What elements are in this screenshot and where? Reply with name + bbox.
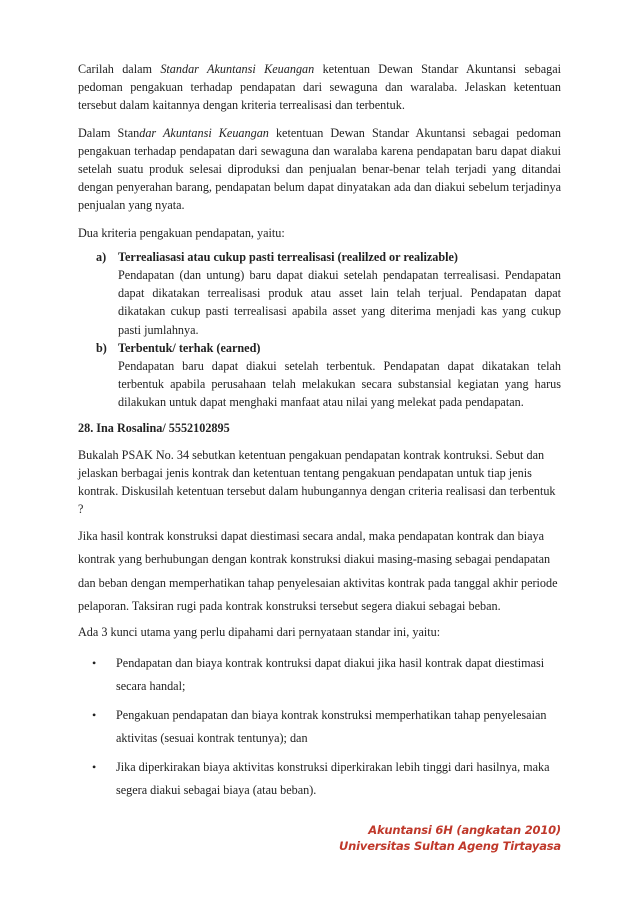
criteria-list: [96, 248, 561, 412]
list-item-text: Jika diperkirakan biaya aktivitas konstruksi diperkirakan lebih tinggi dari hasilnya, maka segera diakui sebagai biaya (atau beban).: [116, 759, 550, 798]
list-item: [92, 652, 561, 699]
bullet-icon: •: [92, 655, 97, 670]
list-item-text: Pengakuan pendapatan dan biaya kontrak konstruksi memperhatikan tahap penyelesaian aktivitas (sesuai kontrak tentunya); dan: [116, 707, 547, 746]
list-item-text: Pendapatan dan biaya kontrak kontruksi dapat diakui jika hasil kontrak dapat diestimasi secara handal;: [116, 655, 545, 694]
criteria-text: Pendapatan baru dapat diakui setelah terbentuk. Pendapatan dapat dikatakan telah terbentuk apabila perusahaan telah melakukan secara substansial kegiatan yang harus dilakukan untuk dapat menghaki manfaat atau nilai yang melekat pada pendapatan.: [118, 359, 561, 410]
section-heading: 28. Ina Rosalina/ 5552102895: [78, 420, 230, 435]
criteria-item: [96, 248, 561, 339]
list-item: [92, 704, 561, 751]
criteria-title: Terrealiasasi atau cukup pasti terrealisasi (realilzed or realizable): [118, 249, 458, 264]
criteria-item: [96, 339, 561, 412]
criteria-intro: Dua kriteria pengakuan pendapatan, yaitu:: [78, 225, 285, 240]
keys-list: [78, 652, 561, 803]
footer-course: Akuntansi 6H (angkatan 2010): [368, 823, 561, 837]
bullet-icon: •: [92, 707, 97, 722]
section-question: Bukalah PSAK No. 34 sebutkan ketentuan pengakuan pendapatan kontrak kontruksi. Sebut dan jelaskan berbagai jenis kontrak dan ketentuan tentang pengakuan pendapatan untuk tiap jenis kontrak. Diskusilah ketentuan tersebut dalam hubungannya dengan criteria realisasi dan terbentuk ?: [78, 447, 556, 517]
bullet-icon: •: [92, 759, 97, 774]
footer-university: Universitas Sultan Ageng Tirtayasa: [339, 839, 561, 853]
section-answer: Jika hasil kontrak konstruksi dapat diestimasi secara andal, maka pendapatan kontrak dan biaya kontrak yang berhubungan dengan kontrak konstruksi diakui masing-masing sebagai pendapatan dan beban dengan memperhatikan tahap penyelesaian aktivitas kontrak pada tanggal akhir periode pelaporan. Taksiran rugi pada kontrak konstruksi tersebut segera diakui sebagai beban.: [78, 528, 558, 614]
intro-answer: Dalam Standar Akuntansi Keuangan ketentuan Dewan Standar Akuntansi sebagai pedoman pengakuan terhadap pendapatan dari sewaguna dan waralaba karena pendapatan baru dapat diakui setelah suatu produk selesai diproduksi dan penjualan benar-benar telah terjadi yang ditandai dengan penyerahan barang, pendapatan belum dapat dinyatakan ada dan diakui sebelum terjadinya penjualan yang nyata.: [78, 125, 561, 213]
emphasis-standard: Standar Akuntansi Keuangan: [160, 62, 315, 76]
document-body: [78, 60, 561, 808]
page-footer: [339, 822, 561, 854]
criteria-letter: a): [96, 249, 107, 264]
intro-question: Carilah dalam Standar Akuntansi Keuangan ketentuan Dewan Standar Akuntansi sebagai pedoman pengakuan terhadap pendapatan dari sewaguna dan waralaba. Jelaskan ketentuan tersebut dalam kaitannya dengan kriteria terrealisasi dan terbentuk.: [78, 62, 562, 113]
criteria-title: Terbentuk/ terhak (earned): [118, 340, 261, 355]
emphasis-standard-2: dar Akuntansi Keuangan: [139, 125, 269, 140]
criteria-letter: b): [96, 340, 107, 355]
keys-intro: Ada 3 kunci utama yang perlu dipahami dari pernyataan standar ini, yaitu:: [78, 624, 441, 639]
criteria-text: Pendapatan (dan untung) baru dapat diakui setelah pendapatan terrealisasi. Pendapatan dapat dikatakan terrealisasi produk atau asset lain telah terjual. Pendapatan dapat dikatakan cukup pasti terrealisasi apabila asset yang diterima menjadi kas yang cukup pasti jumlahnya.: [118, 268, 561, 337]
list-item: [92, 756, 561, 803]
